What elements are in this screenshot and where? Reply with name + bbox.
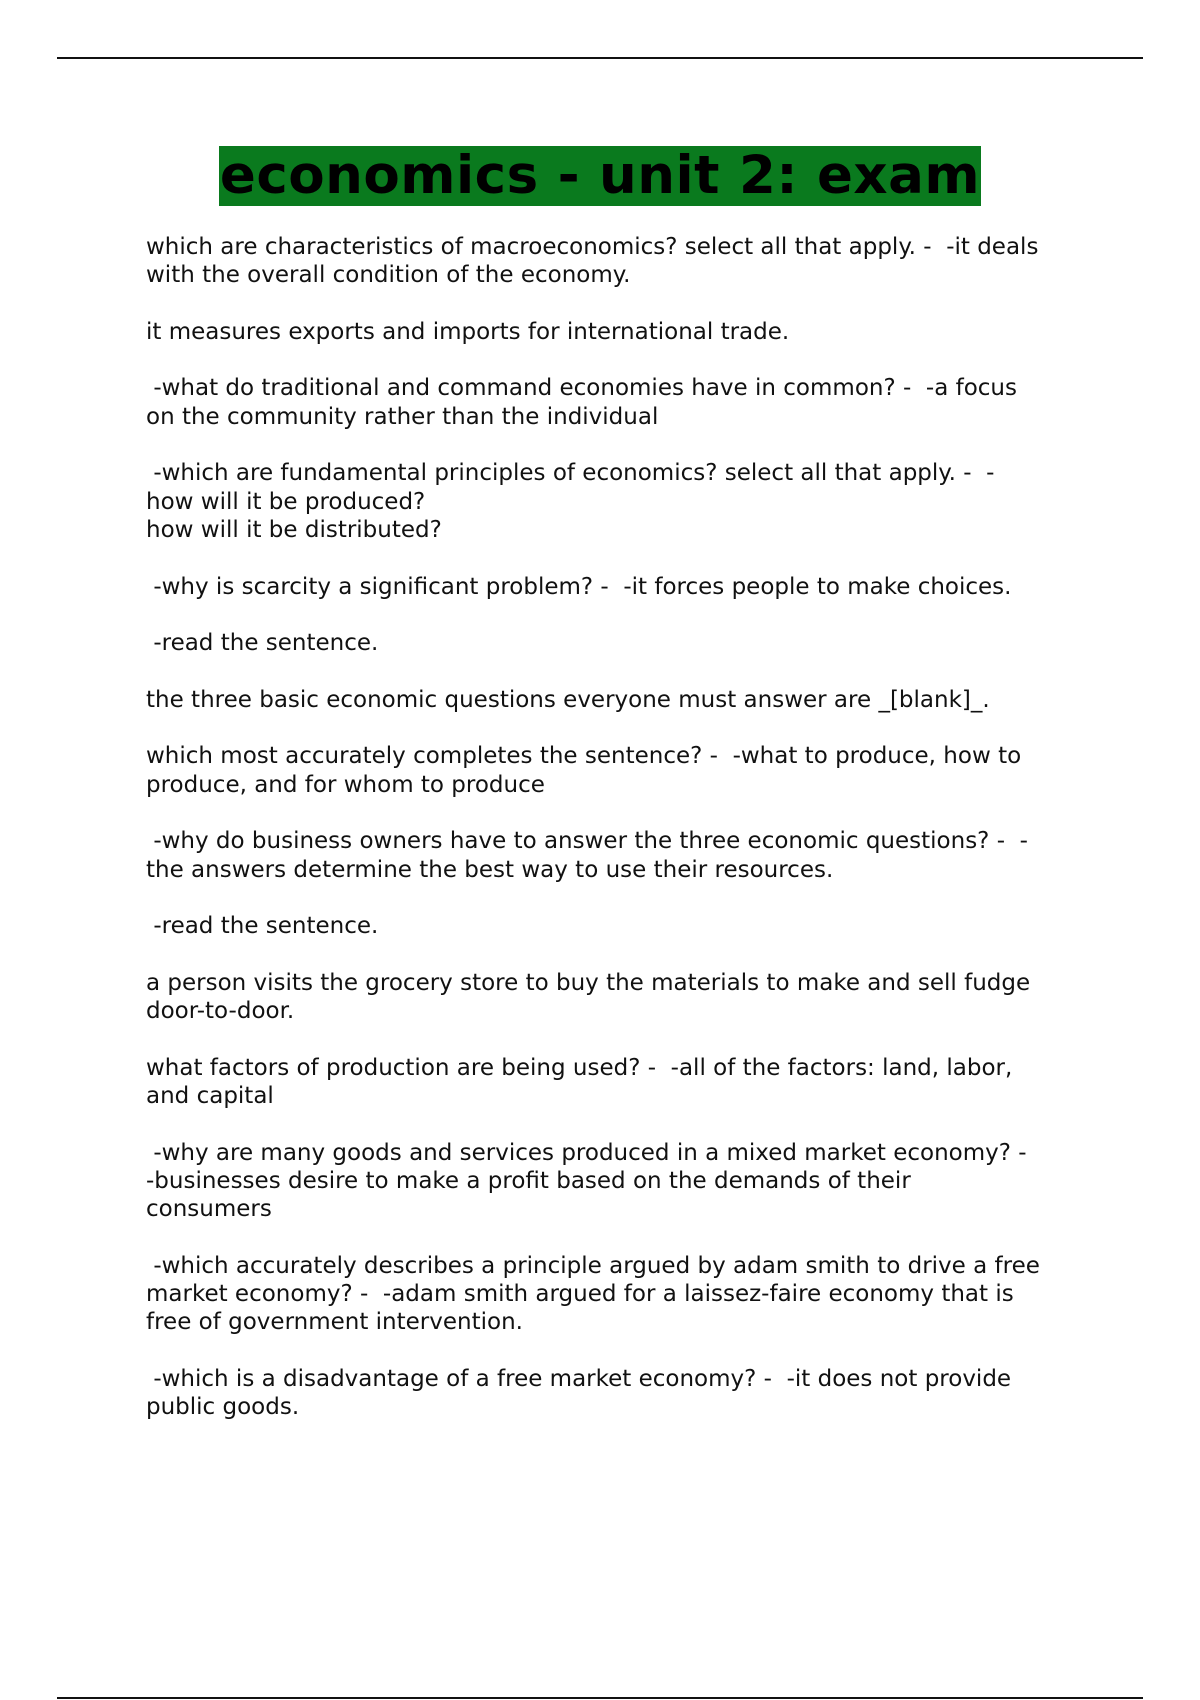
bottom-rule: [57, 1697, 1143, 1699]
top-rule: [57, 57, 1143, 59]
paragraph: -why is scarcity a significant problem? - -it forces people to make choices.: [146, 573, 1012, 600]
document-title: economics - unit 2: exam: [219, 145, 981, 206]
paragraph: it measures exports and imports for international trade.: [146, 318, 790, 345]
paragraph: -which is a disadvantage of a free market economy? - -it does not provide public goods.: [146, 1365, 1012, 1421]
paragraph: -which are fundamental principles of economics? select all that apply. - - how will it be produced? how will it be distributed?: [146, 460, 995, 543]
title-container: [0, 146, 1200, 206]
paragraph: -which accurately describes a principle argued by adam smith to drive a free market economy? - -adam smith argued for a laissez-faire economy that is free of government intervention.: [146, 1252, 1040, 1336]
paragraph: -why do business owners have to answer the three economic questions? - - the answers determine the best way to use their resources.: [146, 828, 1028, 883]
paragraph: the three basic economic questions everyone must answer are _[blank]_.: [146, 686, 990, 713]
paragraph: what factors of production are being used? - -all of the factors: land, labor, and capital: [146, 1054, 1013, 1109]
paragraph: which are characteristics of macroeconomics? select all that apply. - -it deals with the overall condition of the economy.: [146, 234, 1039, 289]
paragraph: a person visits the grocery store to buy the materials to make and sell fudge door-to-door.: [146, 969, 1031, 1025]
paragraph: -read the sentence.: [146, 630, 379, 657]
document-body: [146, 233, 1106, 1450]
paragraph: -what do traditional and command economies have in common? - -a focus on the community rather than the individual: [146, 375, 1017, 430]
paragraph: -why are many goods and services produced in a mixed market economy? - -businesses desire to make a profit based on the demands of their consumers: [146, 1139, 1027, 1223]
paragraph: -read the sentence.: [146, 913, 379, 940]
paragraph: which most accurately completes the sentence? - -what to produce, how to produce, and for whom to produce: [146, 743, 1022, 798]
